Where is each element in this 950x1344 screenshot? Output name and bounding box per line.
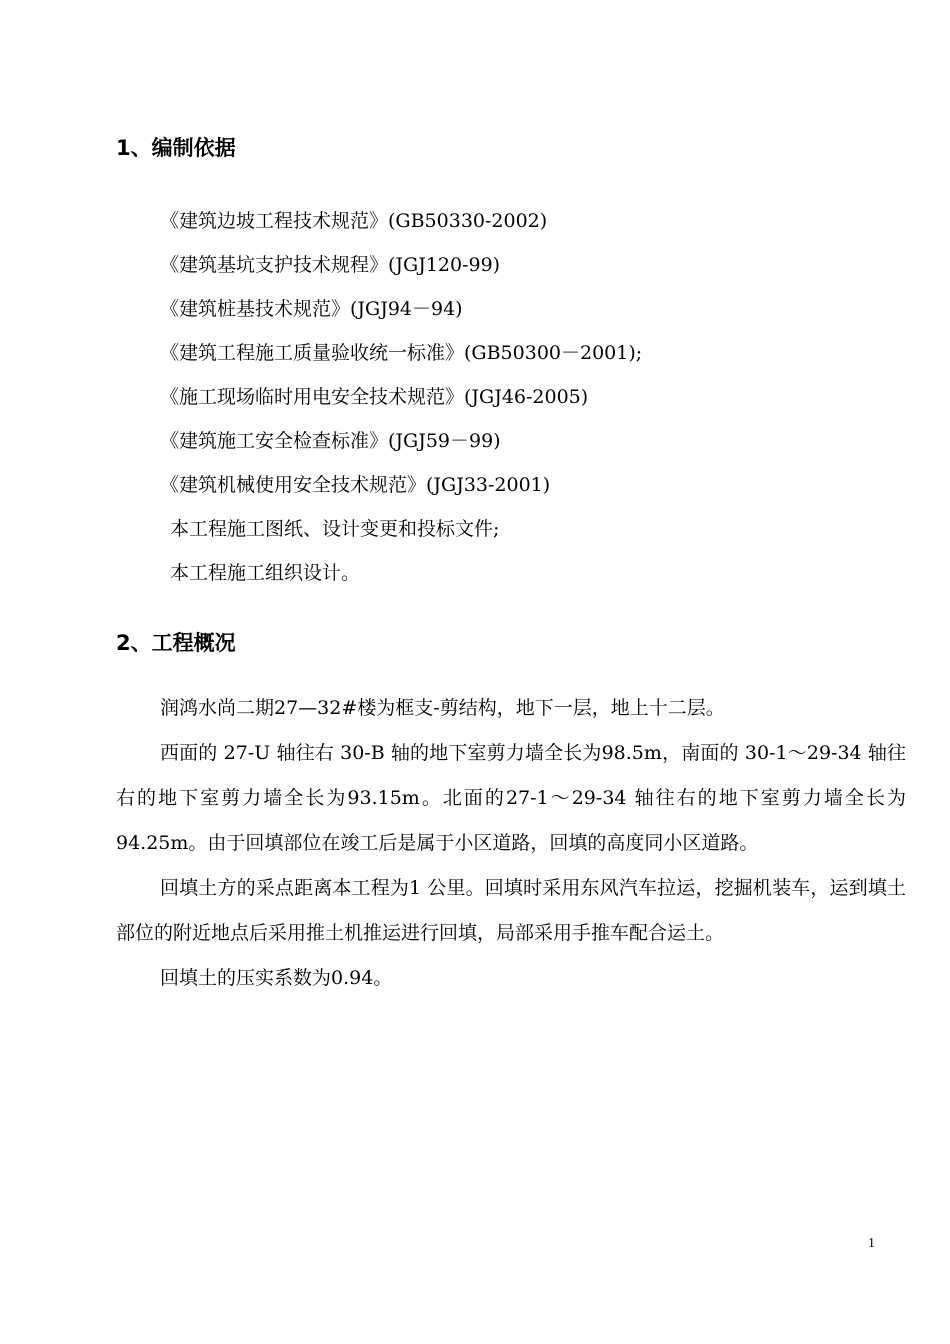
reference-list bbox=[160, 199, 642, 595]
reference-item: 《建筑边坡工程技术规范》(GB50330-2002) bbox=[160, 210, 548, 232]
reference-item: 本工程施工组织设计。 bbox=[170, 562, 361, 584]
reference-item: 《建筑工程施工质量验收统一标准》(GB50300－2001); bbox=[160, 342, 643, 364]
reference-item: 《施工现场临时用电安全技术规范》(JGJ46-2005) bbox=[160, 386, 589, 408]
reference-item: 《建筑桩基技术规范》(JGJ94－94) bbox=[160, 298, 463, 320]
reference-item: 《建筑基坑支护技术规程》(JGJ120-99) bbox=[160, 254, 501, 276]
section-1-heading: 1、编制依据 bbox=[116, 136, 236, 160]
paragraph: 回填土方的采点距离本工程为1 公里。回填时采用东风汽车拉运，挖掘机装车，运到填土部位的附近地点后采用推土机推运进行回填，局部采用手推车配合运土。 bbox=[116, 877, 906, 944]
page-number: 1 bbox=[868, 1236, 875, 1251]
reference-item: 《建筑施工安全检查标准》(JGJ59－99) bbox=[160, 430, 501, 452]
paragraph: 回填土的压实系数为0.94。 bbox=[160, 967, 393, 989]
paragraph: 润鸿水尚二期27—32#楼为框支-剪结构，地下一层，地上十二层。 bbox=[160, 697, 725, 719]
reference-item: 本工程施工图纸、设计变更和投标文件; bbox=[170, 518, 500, 540]
reference-item: 《建筑机械使用安全技术规范》(JGJ33-2001) bbox=[160, 474, 551, 496]
paragraph: 西面的 27-U 轴往右 30-B 轴的地下室剪力墙全长为98.5m，南面的 30-1～29-34 轴往右的地下室剪力墙全长为93.15m。北面的27-1～29-34 轴往右的地下室剪力墙全长为94.25m。由于回填部位在竣工后是属于小区道路，回填的高度同小区道路。 bbox=[116, 742, 906, 854]
section-2-heading: 2、工程概况 bbox=[116, 631, 236, 655]
project-overview-body bbox=[116, 686, 906, 1001]
